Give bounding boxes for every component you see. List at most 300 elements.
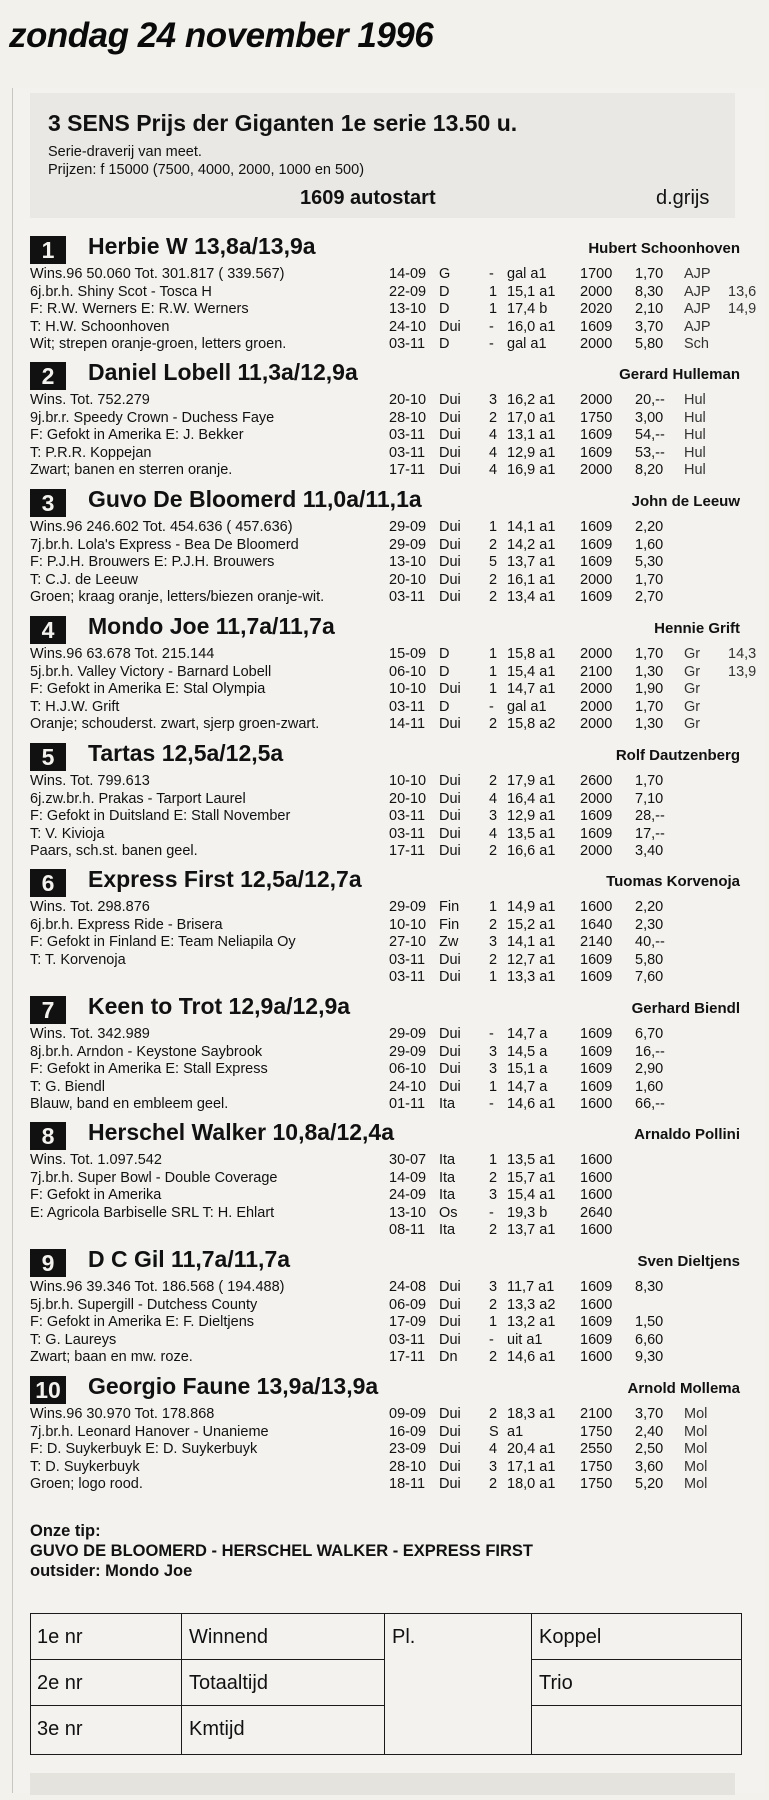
result-trn: Gr [684,646,701,662]
driver-name: Arnaldo Pollini [634,1126,740,1143]
result-time: 15,1 a [507,1061,548,1077]
entry-number: 9 [30,1249,66,1277]
result-track: Dn [439,1349,458,1365]
horse-info-line: 6j.br.h. Shiny Scot - Tosca H [30,283,212,300]
result-dist: 2000 [580,716,613,732]
result-odds: 2,30 [635,916,664,933]
horse-info-line: Groen; logo rood. [30,1476,143,1492]
result-dist: 2100 [580,663,613,680]
result-place: 3 [489,934,498,950]
horse-info-line: T: H.W. Schoonhoven [30,318,170,335]
result-date: 03-11 [389,1331,426,1348]
result-dist: 1609 [580,1043,613,1060]
result-time: 14,6 a1 [507,1349,556,1365]
result-odds: 5,80 [635,951,664,968]
driver-name: Rolf Dautzenberg [615,747,740,764]
result-dist: 1609 [580,554,613,570]
result-place: 1 [489,519,498,535]
horse-info-line: F: D. Suykerbuyk E: D. Suykerbuyk [30,1441,258,1457]
result-date: 18-11 [389,1476,426,1492]
result-time: 12,9 a1 [507,808,556,824]
result-odds: 3,00 [635,409,664,426]
entry-number: 10 [30,1376,66,1404]
horse-name: Mondo Joe 11,7a/11,7a [88,613,335,639]
horse-info-line: Blauw, band en embleem geel. [30,1096,229,1112]
result-track: Dui [439,681,461,697]
result-date: 03-11 [389,951,426,968]
result-time: 13,2 a1 [507,1314,556,1330]
result-date: 24-10 [389,318,427,335]
horse-info-line: T: D. Suykerbuyk [30,1458,140,1475]
result-dist: 1609 [580,969,613,985]
result-dist: 1600 [580,1096,613,1112]
result-date: 29-09 [389,536,427,553]
result-time: 15,7 a1 [507,1169,556,1186]
result-place: 2 [489,536,498,553]
horse-info-line: T: G. Laureys [30,1331,117,1348]
result-place: 1 [489,969,498,985]
result-odds: 3,70 [635,318,664,335]
result-dist: 2000 [580,283,613,300]
horse-info-line: Zwart; baan en mw. roze. [30,1349,193,1365]
result-odds: 3,60 [635,1458,664,1475]
result-place: - [489,1096,494,1112]
result-time: 13,3 a1 [507,969,556,985]
horse-info-line: Groen; kraag oranje, letters/biezen oranje-wit. [30,589,325,605]
result-place: S [489,1423,499,1440]
result-time: 16,0 a1 [507,318,556,335]
horse-info-line: Wins. Tot. 342.989 [30,1026,150,1042]
entry-number: 3 [30,489,66,517]
result-date: 24-10 [389,1078,427,1095]
race-title: 3 SENS Prijs der Giganten 1e serie 13.50 u. [48,110,518,136]
result-date: 17-11 [389,462,426,478]
result-odds: 1,60 [635,536,664,553]
result-place: 3 [489,1187,498,1203]
result-trn: Mol [684,1423,708,1440]
result-time: 15,1 a1 [507,283,556,300]
result-date: 10-10 [389,773,427,789]
result-time: 13,5 a1 [507,825,556,842]
driver-name: Hennie Grift [654,620,740,637]
result-odds: 1,70 [635,773,664,789]
result-dist: 2000 [580,462,613,478]
result-time: 14,7 a [507,1078,548,1095]
horse-info-line: F: Gefokt in Finland E: Team Neliapila Oy [30,934,296,950]
result-time: 18,0 a1 [507,1476,556,1492]
entry-number: 6 [30,869,66,897]
result-odds: 9,30 [635,1349,664,1365]
grid-3e-nr: 3e nr [37,1718,83,1740]
result-place: 2 [489,1222,498,1238]
result-dist: 1750 [580,1476,613,1492]
result-dist: 2000 [580,790,613,807]
result-date: 23-09 [389,1441,427,1457]
result-dist: 1609 [580,808,613,824]
result-date: 29-09 [389,519,427,535]
result-time: 19,3 b [507,1204,548,1221]
result-dist: 2600 [580,773,613,789]
horse-info-line: Paars, sch.st. banen geel. [30,843,198,859]
grid-koppel: Koppel [539,1626,602,1648]
result-time: 12,9 a1 [507,444,556,461]
result-time: 15,2 a1 [507,916,556,933]
result-time: 14,9 a1 [507,899,556,915]
result-date: 13-10 [389,554,427,570]
result-date: 03-11 [389,589,426,605]
horse-info-line: T: G. Biendl [30,1078,105,1095]
driver-name: Gerhard Biendl [631,1000,740,1017]
result-date: 06-09 [389,1296,427,1313]
result-odds: 3,40 [635,843,664,859]
grid-kmtijd: Kmtijd [189,1718,245,1740]
result-track: Dui [439,1061,461,1077]
result-trn: Sch [684,336,709,352]
entry-10 [30,1373,740,1501]
result-time: 14,2 a1 [507,536,556,553]
horse-name: Express First 12,5a/12,7a [88,866,362,892]
result-odds: 5,30 [635,554,664,570]
entry-2 [30,359,740,487]
result-place: 2 [489,1476,498,1492]
result-date: 03-11 [389,336,426,352]
result-place: 1 [489,646,498,662]
result-dist: 1609 [580,589,613,605]
result-trn: AJP [684,301,711,317]
horse-info-line: Oranje; schouderst. zwart, sjerp groen-zwart. [30,716,320,732]
result-dist: 2000 [580,336,613,352]
horse-info-line: 7j.br.h. Lola's Express - Bea De Bloomerd [30,536,299,553]
horse-name: Keen to Trot 12,9a/12,9a [88,993,351,1019]
result-trn: AJP [684,266,711,282]
result-track: Dui [439,409,461,426]
grid-2e-nr: 2e nr [37,1672,83,1694]
result-date: 01-11 [389,1096,426,1112]
result-place: - [489,318,494,335]
result-dist: 1609 [580,519,613,535]
horse-info-line: T: H.J.W. Grift [30,698,120,715]
result-time: 17,1 a1 [507,1458,556,1475]
result-place: 2 [489,1169,498,1186]
result-place: - [489,266,494,282]
horse-info-line: 7j.br.h. Super Bowl - Double Coverage [30,1169,278,1186]
result-trn: Mol [684,1458,708,1475]
result-time: 13,7 a1 [507,1222,556,1238]
result-date: 03-11 [389,825,426,842]
result-place: - [489,1331,494,1348]
race-start: 1609 autostart [300,187,436,209]
result-odds: 2,20 [635,899,664,915]
result-time: 17,4 b [507,301,548,317]
horse-name: Georgio Faune 13,9a/13,9a [88,1373,379,1399]
result-odds: 1,70 [635,646,664,662]
horse-info-line: 5j.br.h. Supergill - Dutchess County [30,1296,258,1313]
result-odds: 2,90 [635,1061,664,1077]
grid-totaaltijd: Totaaltijd [189,1672,268,1694]
result-date: 17-09 [389,1314,427,1330]
horse-info-line: F: Gefokt in Amerika E: Stal Olympia [30,681,266,697]
result-dist: 1609 [580,1061,613,1077]
result-odds: 6,70 [635,1026,664,1042]
result-place: 4 [489,444,498,461]
result-track: Dui [439,589,461,605]
result-track: Dui [439,1026,461,1042]
result-place: 3 [489,1043,498,1060]
result-track: Ita [439,1222,456,1238]
result-trn: Hul [684,462,706,478]
result-place: 4 [489,1441,498,1457]
result-odds: 8,30 [635,283,664,300]
result-place: 2 [489,1349,498,1365]
result-place: 3 [489,808,498,824]
horse-info-line: Wins. Tot. 799.613 [30,773,150,789]
result-odds: 5,20 [635,1476,664,1492]
horse-name: Herbie W 13,8a/13,9a [88,233,316,259]
result-date: 03-11 [389,698,426,715]
result-dist: 2000 [580,681,613,697]
result-track: Fin [439,899,460,915]
result-odds: 2,10 [635,301,664,317]
result-dist: 2100 [580,1406,613,1422]
result-place: 3 [489,1061,498,1077]
result-odds: 1,70 [635,698,664,715]
horse-info-line: T: P.R.R. Koppejan [30,444,152,461]
result-date: 06-10 [389,1061,427,1077]
result-track: Dui [439,790,461,807]
result-track: D [439,646,450,662]
result-date: 20-10 [389,392,427,408]
result-odds: 1,50 [635,1314,664,1330]
result-place: 2 [489,1296,498,1313]
result-track: Dui [439,1296,461,1313]
result-track: Dui [439,1314,461,1330]
result-time: 15,8 a1 [507,646,556,662]
result-date: 29-09 [389,1026,427,1042]
result-track: Dui [439,427,461,443]
horse-info-line: F: P.J.H. Brouwers E: P.J.H. Brouwers [30,554,275,570]
result-track: Dui [439,825,461,842]
result-track: Dui [439,519,461,535]
result-place: 2 [489,409,498,426]
horse-info-line: Wins. Tot. 298.876 [30,899,150,915]
entry-8 [30,1119,740,1247]
horse-name: Daniel Lobell 11,3a/12,9a [88,359,358,385]
result-track: Dui [439,1331,461,1348]
entry-9 [30,1246,740,1374]
entry-number: 8 [30,1122,66,1150]
tip-outsider: outsider: Mondo Joe [30,1562,193,1580]
driver-name: Arnold Mollema [627,1380,740,1397]
result-date: 28-10 [389,409,427,426]
result-trn: Hul [684,427,706,443]
result-time: 14,6 a1 [507,1096,556,1112]
entry-7 [30,993,740,1121]
result-odds: 8,20 [635,462,664,478]
result-trn: Gr [684,716,701,732]
result-date: 17-11 [389,1349,426,1365]
result-track: Dui [439,1476,461,1492]
result-dist: 1609 [580,1279,613,1295]
result-place: 1 [489,899,498,915]
result-date: 27-10 [389,934,427,950]
result-track: Dui [439,843,461,859]
result-date: 13-10 [389,1204,427,1221]
result-date: 14-09 [389,266,427,282]
result-odds: 1,60 [635,1078,664,1095]
result-odds: 3,70 [635,1406,664,1422]
result-place: 1 [489,663,498,680]
result-date: 17-11 [389,843,426,859]
result-place: 1 [489,301,498,317]
result-place: - [489,1204,494,1221]
result-time: 13,7 a1 [507,554,556,570]
horse-info-line: Wins.96 39.346 Tot. 186.568 ( 194.488) [30,1279,285,1295]
horse-info-line: 5j.br.h. Valley Victory - Barnard Lobell [30,663,272,680]
result-date: 09-09 [389,1406,427,1422]
result-trn: Gr [684,698,701,715]
result-odds: 7,10 [635,790,664,807]
result-time: 15,4 a1 [507,1187,556,1203]
result-trn: AJP [684,283,711,300]
result-dist: 1609 [580,1026,613,1042]
result-dist: 1609 [580,444,613,461]
result-dist: 1609 [580,536,613,553]
bottom-band [30,1773,735,1795]
result-time: 14,7 a1 [507,681,556,697]
driver-name: Gerard Hulleman [619,366,740,383]
result-place: 3 [489,392,498,408]
result-dist: 1609 [580,1314,613,1330]
result-date: 15-09 [389,646,427,662]
result-time: 16,9 a1 [507,462,556,478]
result-time: 13,3 a2 [507,1296,556,1313]
result-track: Dui [439,716,461,732]
entry-number: 1 [30,236,66,264]
result-track: Dui [439,1406,461,1422]
result-track: Ita [439,1096,456,1112]
result-dist: 1609 [580,825,613,842]
result-place: 2 [489,843,498,859]
result-dist: 2000 [580,698,613,715]
result-track: Dui [439,773,461,789]
result-date: 30-07 [389,1152,427,1168]
race-prizes: Prijzen: f 15000 (7500, 4000, 2000, 1000 en 500) [48,162,365,178]
result-odds: 17,-- [635,825,665,842]
result-track: Ita [439,1152,456,1168]
result-time: a1 [507,1423,524,1440]
result-place: - [489,336,494,352]
horse-info-line: 6j.br.h. Express Ride - Brisera [30,916,223,933]
result-extra: 13,9 [728,663,757,680]
tip-label: Onze tip: [30,1522,101,1540]
result-dist: 2550 [580,1441,613,1457]
result-dist: 1750 [580,1458,613,1475]
result-time: 17,0 a1 [507,409,556,426]
result-track: Dui [439,1441,461,1457]
driver-name: Tuomas Korvenoja [606,873,740,890]
result-place: 4 [489,427,498,443]
result-dist: 2000 [580,843,613,859]
result-trn: Gr [684,663,701,680]
result-time: 15,4 a1 [507,663,556,680]
entry-number: 5 [30,743,66,771]
entry-number: 2 [30,362,66,390]
result-trn: Mol [684,1441,708,1457]
result-dist: 1600 [580,1349,613,1365]
entry-number: 4 [30,616,66,644]
result-time: 14,1 a1 [507,934,556,950]
horse-info-line: F: Gefokt in Amerika E: J. Bekker [30,427,244,443]
result-extra: 14,3 [728,646,757,662]
result-date: 20-10 [389,571,427,588]
result-place: 3 [489,1279,498,1295]
result-place: 2 [489,951,498,968]
entry-3 [30,486,740,614]
result-track: Dui [439,969,461,985]
horse-info-line: E: Agricola Barbiselle SRL T: H. Ehlart [30,1204,275,1221]
result-trn: Hul [684,409,706,426]
result-track: Dui [439,1423,461,1440]
result-dist: 2020 [580,301,613,317]
result-track: Dui [439,571,461,588]
result-time: 13,5 a1 [507,1152,556,1168]
horse-info-line: T: V. Kivioja [30,825,105,842]
result-time: 16,2 a1 [507,392,556,408]
result-place: 2 [489,773,498,789]
driver-name: Hubert Schoonhoven [588,240,740,257]
result-track: Ita [439,1169,456,1186]
result-time: 11,7 a1 [507,1279,555,1295]
result-track: D [439,698,450,715]
result-place: 1 [489,1078,498,1095]
result-place: 2 [489,1406,498,1422]
result-odds: 2,70 [635,589,664,605]
result-odds: 1,30 [635,716,664,732]
horse-name: Guvo De Bloomerd 11,0a/11,1a [88,486,422,512]
result-place: 1 [489,681,498,697]
result-odds: 1,30 [635,663,664,680]
horse-info-line: F: R.W. Werners E: R.W. Werners [30,301,249,317]
result-dist: 1600 [580,1187,613,1203]
result-place: 2 [489,589,498,605]
driver-name: Sven Dieltjens [637,1253,740,1270]
result-dist: 1609 [580,1078,613,1095]
entry-5 [30,740,740,868]
result-track: Dui [439,444,461,461]
result-dist: 1600 [580,1152,613,1168]
result-dist: 2000 [580,646,613,662]
result-track: Dui [439,1043,461,1060]
entry-6 [30,866,740,994]
result-date: 03-11 [389,444,426,461]
result-date: 03-11 [389,808,426,824]
result-dist: 2000 [580,392,613,408]
result-track: D [439,663,450,680]
result-dist: 1609 [580,951,613,968]
result-trn: Mol [684,1406,708,1422]
result-time: 16,6 a1 [507,843,556,859]
result-track: Ita [439,1187,456,1203]
result-track: Fin [439,916,460,933]
result-dist: 1600 [580,1222,613,1238]
race-type: Serie-draverij van meet. [48,144,202,160]
horse-info-line: Wins. Tot. 1.097.542 [30,1152,162,1168]
result-date: 24-09 [389,1187,427,1203]
horse-info-line: 9j.br.r. Speedy Crown - Duchess Faye [30,409,275,426]
result-place: 1 [489,1314,498,1330]
result-dist: 1600 [580,899,613,915]
result-dist: 2640 [580,1204,613,1221]
